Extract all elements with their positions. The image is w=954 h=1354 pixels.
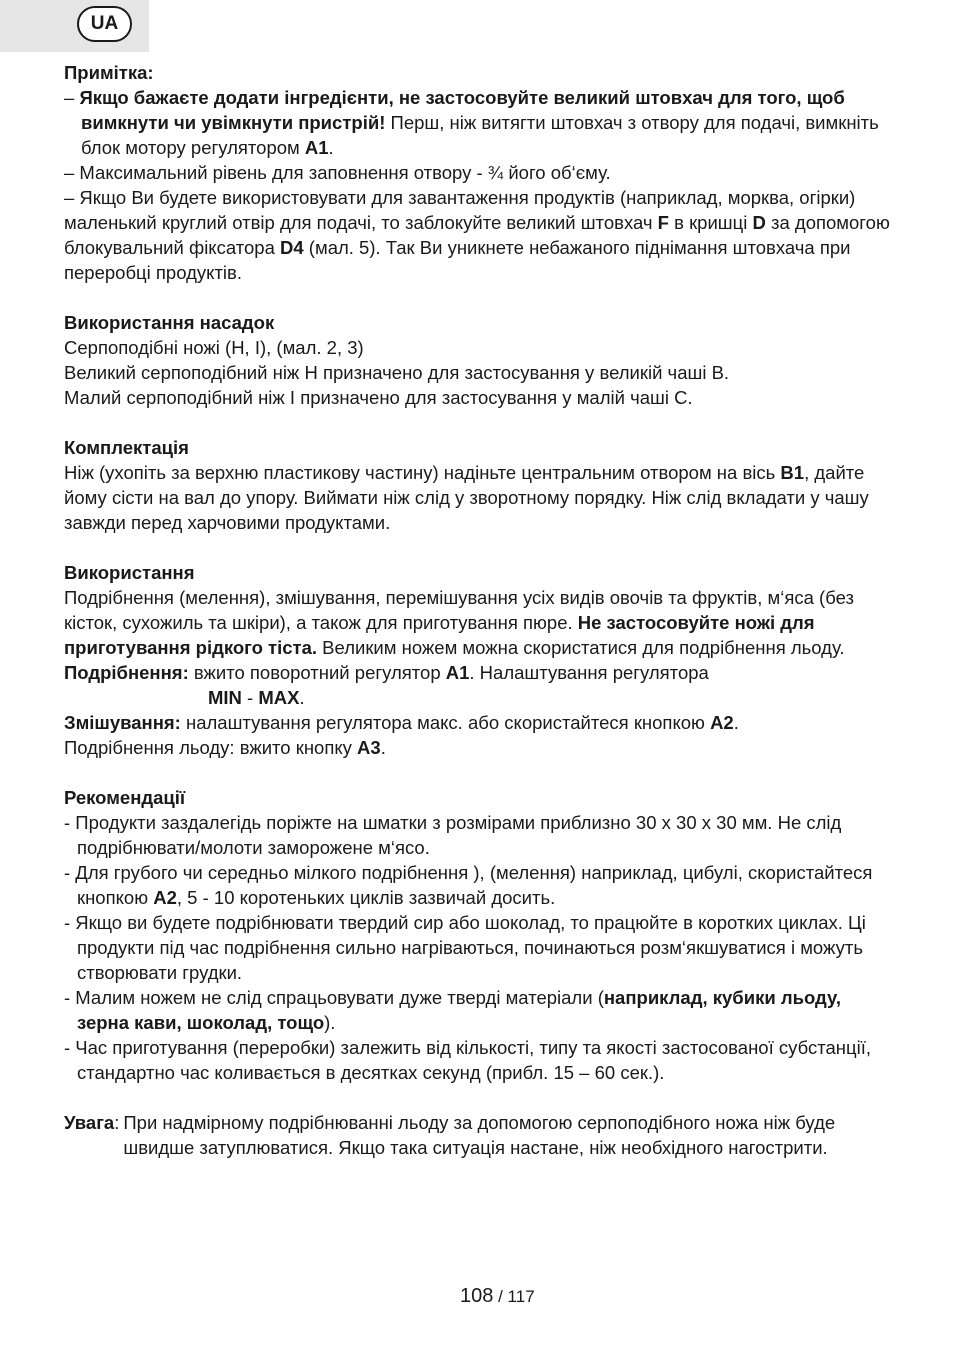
warning-text: При надмірному подрібнюванні льоду за допомогою серпоподібного ножа ніж буде швидше затуплюватися. Якщо така ситуація настане, ніж необхідного нагострити.	[123, 1112, 836, 1158]
language-tab	[0, 0, 149, 52]
usage-ice: Подрібнення льоду: вжито кнопку A3.	[64, 737, 386, 758]
page-total: 117	[507, 1287, 535, 1306]
section-recommendations-title: Рекомендації	[64, 787, 186, 808]
section-assembly-title: Комплектація	[64, 437, 189, 458]
warning-label: Увага:	[64, 1112, 120, 1133]
recommendation-item-5: - Час приготування (переробки) залежить від кількості, типу та якості застосованої субстанції, стандартно час коливається в десятках секунд (прибл. 15 – 60 сек.).	[64, 1037, 871, 1083]
assembly-text: Ніж (ухопіть за верхню пластикову частину) надіньте центральним отвором на вісь B1, дайте йому сісти на вал до упору. Виймати ніж слід у зворотному порядку. Ніж слід вкладати у чашу завжди перед харчовими продуктами.	[64, 462, 869, 533]
warning-note	[64, 1110, 894, 1160]
recommendation-item-3: - Якщо ви будете подрібнювати твердий сир або шоколад, то працюйте в коротких циклах. Ці продукти під час подрібнення сильно нагріваються, починаються розм‘якшуватися і можуть створювати грудки.	[64, 912, 866, 983]
recommendation-item-4: - Малим ножем не слід спрацьовувати дуже тверді матеріали (наприклад, кубики льоду, зерна кави, шоколад, тощо).	[64, 987, 842, 1033]
attachments-line-2: Великий серпоподібний ніж H призначено для застосування у великій чаші B.	[64, 362, 730, 383]
page-content	[64, 60, 894, 1160]
usage-text: Подрібнення (мелення), змішування, перемішування усіх видів овочів та фруктів, м‘яса (без кісток, сухожиль та шкіри), а також для приготування пюре. Не застосовуйте ножі для приготування рідкого тіста. Великим ножем можна скористатися для подрібнення льоду.	[64, 587, 854, 658]
section-attachments-title: Використання насадок	[64, 312, 275, 333]
attachments-line-1: Серпоподібні ножі (H, I), (мал. 2, 3)	[64, 337, 364, 358]
page-separator: /	[493, 1287, 508, 1306]
language-badge: UA	[77, 6, 132, 42]
recommendation-item-1: - Продукти заздалегідь поріжте на шматки з розмірами приблизно 30 x 30 x 30 мм. Не слід подрібнювати/молоти заморожене м‘ясо.	[64, 812, 842, 858]
usage-grinding-range: MIN - MAX.	[208, 687, 305, 708]
page-current: 108	[460, 1285, 494, 1307]
note-item-1: – Якщо бажаєте додати інгредієнти, не застосовуйте великий штовхач для того, щоб вимкнути чи увімкнути пристрій! Перш, ніж витягти штовхач з отвору для подачі, вимкніть блок мотору регулятором A1.	[64, 87, 879, 158]
usage-grinding: Подрібнення: вжито поворотний регулятор A1. Налаштування регулятора	[64, 662, 709, 683]
section-note-title: Примітка:	[64, 62, 154, 83]
page-number	[460, 1285, 535, 1308]
note-item-3: – Якщо Ви будете використовувати для завантаження продуктів (наприклад, морква, огірки) маленький круглий отвір для подачі, то заблокуйте великий штовхач F в кришці D за допомогою блокувальний фіксатора D4 (мал. 5). Так Ви уникнете небажаного піднімання штовхача при переробці продуктів.	[64, 187, 890, 283]
usage-mixing: Змішування: налаштування регулятора макс. або скористайтеся кнопкою A2.	[64, 712, 739, 733]
recommendation-item-2: - Для грубого чи середньо мілкого подрібнення ), (мелення) наприклад, цибулі, скористайтеся кнопкою A2, 5 - 10 коротеньких циклів зазвичай досить.	[64, 862, 873, 908]
attachments-line-3: Малий серпоподібний ніж I призначено для застосування у малій чаші C.	[64, 387, 693, 408]
section-usage-title: Використання	[64, 562, 195, 583]
note-item-2: – Максимальний рівень для заповнення отвору - ¾ його об‘єму.	[64, 162, 611, 183]
